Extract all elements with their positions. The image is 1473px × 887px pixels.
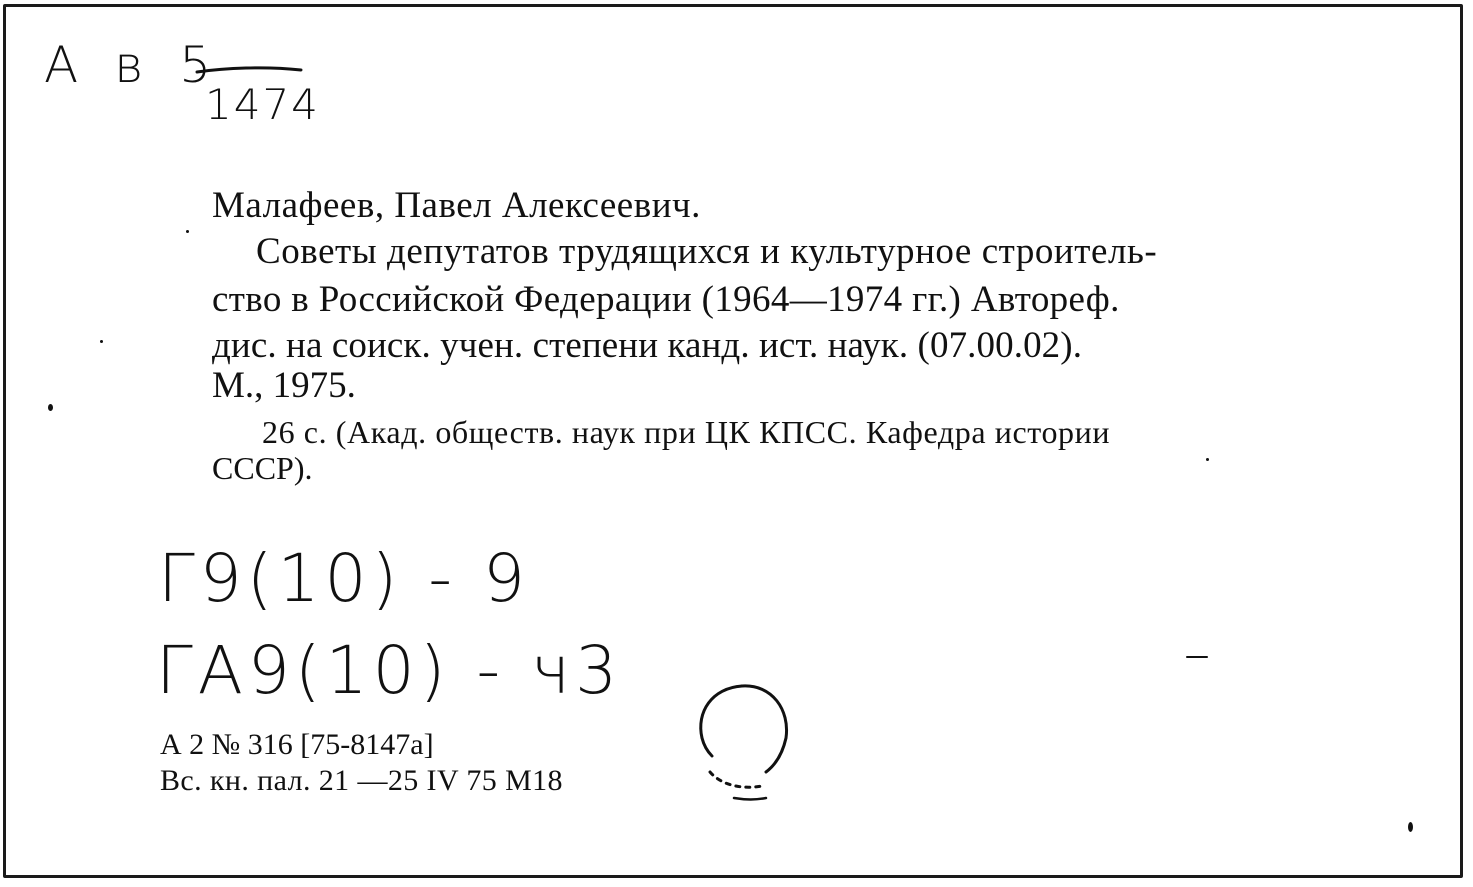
- scan-speck: [1206, 458, 1209, 461]
- imprint-line-1: А 2 № 316 [75-8147а]: [160, 728, 434, 761]
- class-number-2: ГА9(10) - ч3: [156, 632, 623, 709]
- imprint-line-2: Вс. кн. пал. 21 —25 IV 75 М18: [160, 764, 563, 797]
- shelfmark-line2: 1474: [205, 80, 320, 129]
- scan-speck: [186, 230, 189, 233]
- shelfmark-line1: А в 5: [44, 36, 222, 94]
- title-line-4: М., 1975.: [212, 365, 356, 406]
- class-number-1: Г9(10) - 9: [158, 540, 531, 617]
- title-line-1: Советы депутатов трудящихся и культурное строитель-: [256, 231, 1158, 272]
- scan-speck: [1408, 822, 1413, 832]
- scan-speck: [100, 340, 103, 343]
- shelfmark-overline: [195, 60, 305, 80]
- scan-speck: [1186, 656, 1208, 658]
- punch-hole-outline: [690, 680, 800, 810]
- collation-line-1: 26 с. (Акад. обществ. наук при ЦК КПСС. Кафедра истории: [262, 414, 1111, 450]
- author-heading: Малафеев, Павел Алексеевич.: [212, 185, 701, 226]
- title-line-3: дис. на соиск. учен. степени канд. ист. наук. (07.00.02).: [212, 325, 1083, 366]
- scan-speck: [48, 404, 53, 411]
- title-line-2: ство в Российской Федерации (1964—1974 гг.) Автореф.: [212, 279, 1120, 320]
- collation-line-2: СССР).: [212, 450, 313, 486]
